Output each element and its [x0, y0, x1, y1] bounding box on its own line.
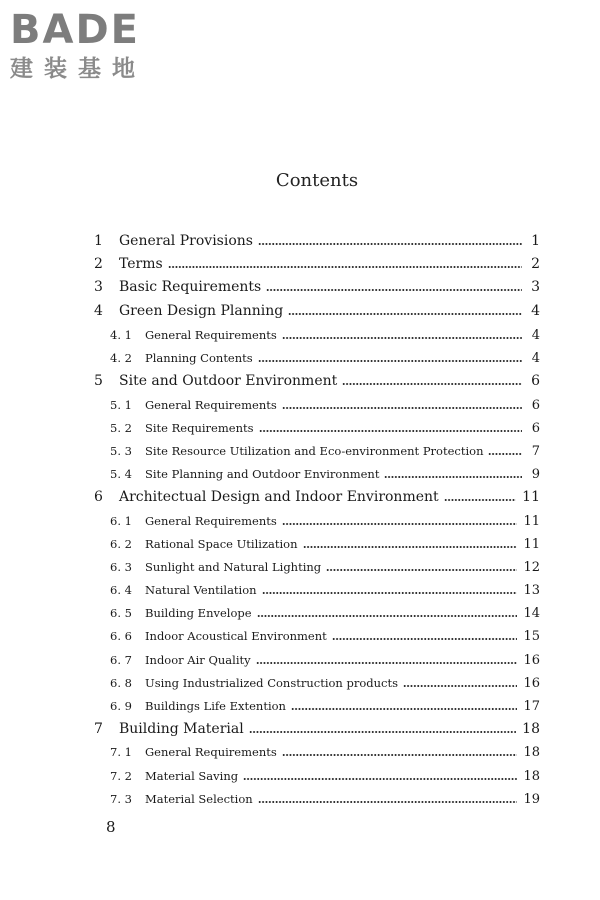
toc-dot-leader	[243, 778, 517, 780]
toc-dot-leader	[257, 615, 518, 617]
toc-entry-number: 5. 4	[110, 467, 132, 481]
toc-entry-label: General Requirements	[145, 745, 277, 759]
toc-entry-page: 6	[531, 373, 540, 389]
toc-entry-label: Material Selection	[145, 792, 253, 806]
logo-chinese-text: 建装基地	[10, 56, 146, 82]
toc-entry-number: 5. 1	[110, 398, 132, 412]
toc-entry-page: 16	[523, 675, 540, 691]
toc-entry-label: Site Planning and Outdoor Environment	[145, 467, 380, 481]
toc-entry-page: 2	[531, 256, 540, 272]
toc-dot-leader	[258, 801, 518, 803]
toc-dot-leader	[342, 383, 522, 385]
page-number: 8	[106, 818, 116, 836]
toc-entry-label: General Requirements	[145, 514, 277, 528]
toc-entry-label: Site Requirements	[145, 421, 254, 435]
toc-entry-page: 17	[523, 698, 540, 714]
toc-dot-leader	[303, 546, 518, 548]
toc-entry-label: Buildings Life Extention	[145, 699, 286, 713]
toc-entry-page: 9	[531, 466, 540, 482]
toc-entry[interactable]	[94, 231, 540, 251]
toc-dot-leader	[488, 453, 522, 455]
toc-dot-leader	[258, 243, 522, 245]
toc-dot-leader	[282, 407, 522, 409]
toc-entry[interactable]	[110, 766, 540, 786]
toc-entry[interactable]	[110, 673, 540, 693]
toc-entry[interactable]	[94, 254, 540, 274]
toc-entry[interactable]	[110, 580, 540, 600]
toc-entry-page: 18	[522, 721, 540, 737]
toc-dot-leader	[282, 523, 518, 525]
toc-entry-page: 18	[523, 768, 540, 784]
toc-entry-label: Site Resource Utilization and Eco-environment Protection	[145, 444, 484, 458]
toc-entry-number: 6	[94, 489, 103, 505]
toc-entry-label: General Provisions	[119, 233, 253, 249]
toc-dot-leader	[259, 430, 523, 432]
toc-dot-leader	[444, 499, 517, 501]
toc-entry-page: 7	[531, 443, 540, 459]
toc-entry[interactable]	[110, 603, 540, 623]
toc-entry-number: 6. 4	[110, 583, 132, 597]
toc-entry[interactable]	[110, 348, 540, 368]
toc-entry-number: 5. 3	[110, 444, 132, 458]
toc-entry-number: 6. 6	[110, 629, 132, 643]
toc-dot-leader	[403, 685, 517, 687]
toc-dot-leader	[266, 289, 522, 291]
toc-entry-label: Sunlight and Natural Lighting	[145, 560, 322, 574]
toc-dot-leader	[384, 476, 522, 478]
toc-entry-number: 3	[94, 279, 103, 295]
toc-entry[interactable]	[110, 742, 540, 762]
toc-entry-label: Site and Outdoor Environment	[119, 373, 338, 389]
toc-entry[interactable]	[110, 650, 540, 670]
toc-dot-leader	[291, 708, 517, 710]
toc-entry[interactable]	[110, 325, 540, 345]
toc-entry-number: 2	[94, 256, 103, 272]
toc-entry-page: 4	[531, 303, 540, 319]
toc-dot-leader	[249, 731, 516, 733]
toc-entry-number: 7. 3	[110, 792, 132, 806]
toc-entry[interactable]	[110, 557, 540, 577]
toc-entry-label: Terms	[119, 256, 163, 272]
toc-entry-page: 11	[523, 536, 540, 552]
toc-entry[interactable]	[110, 534, 540, 554]
toc-entry-number: 6. 1	[110, 514, 132, 528]
toc-entry-page: 13	[523, 582, 540, 598]
toc-entry[interactable]	[94, 371, 540, 391]
toc-entry-page: 4	[531, 350, 540, 366]
toc-entry-page: 16	[523, 652, 540, 668]
toc-dot-leader	[282, 754, 518, 756]
toc-entry-page: 6	[531, 420, 540, 436]
toc-entry-label: Indoor Acoustical Environment	[145, 629, 327, 643]
toc-entry-label: Indoor Air Quality	[145, 653, 251, 667]
toc-entry-label: Using Industrialized Construction products	[145, 676, 398, 690]
toc-entry-label: Material Saving	[145, 769, 239, 783]
toc-entry-page: 12	[523, 559, 540, 575]
toc-entry-page: 14	[523, 605, 540, 621]
toc-entry[interactable]	[110, 464, 540, 484]
bade-logo	[10, 8, 146, 82]
toc-dot-leader	[282, 337, 522, 339]
toc-entry-label: Green Design Planning	[119, 303, 284, 319]
toc-entry-page: 4	[531, 327, 540, 343]
toc-entry[interactable]	[110, 395, 540, 415]
toc-entry-page: 11	[523, 513, 540, 529]
toc-entry[interactable]	[94, 301, 540, 321]
toc-entry[interactable]	[94, 719, 540, 739]
toc-entry-number: 5	[94, 373, 103, 389]
contents-title: Contents	[275, 170, 359, 191]
toc-entry-label: Building Material	[119, 721, 244, 737]
toc-entry-number: 7. 2	[110, 769, 132, 783]
toc-entry[interactable]	[110, 441, 540, 461]
toc-entry-number: 6. 3	[110, 560, 132, 574]
toc-entry-number: 6. 2	[110, 537, 132, 551]
toc-entry-number: 6. 8	[110, 676, 132, 690]
toc-entry[interactable]	[110, 418, 540, 438]
toc-entry-page: 11	[522, 489, 540, 505]
toc-entry-label: Architectual Design and Indoor Environment	[119, 489, 439, 505]
toc-entry-label: General Requirements	[145, 328, 277, 342]
toc-entry-number: 7. 1	[110, 745, 132, 759]
toc-entry-label: Natural Ventilation	[145, 583, 257, 597]
toc-entry-number: 4. 1	[110, 328, 132, 342]
toc-dot-leader	[258, 360, 522, 362]
toc-entry[interactable]	[110, 511, 540, 531]
logo-wordmark: BADE	[10, 7, 140, 53]
toc-entry[interactable]	[94, 277, 540, 297]
toc-entry-label: Basic Requirements	[119, 279, 262, 295]
toc-entry-number: 4	[94, 303, 103, 319]
toc-dot-leader	[288, 313, 522, 315]
toc-entry-label: Planning Contents	[145, 351, 253, 365]
toc-entry-page: 6	[531, 397, 540, 413]
toc-entry[interactable]	[94, 487, 540, 507]
toc-entry-label: Rational Space Utilization	[145, 537, 298, 551]
toc-entry-number: 7	[94, 721, 103, 737]
toc-dot-leader	[168, 266, 522, 268]
toc-dot-leader	[332, 638, 518, 640]
toc-entry-number: 6. 9	[110, 699, 132, 713]
toc-entry-number: 4. 2	[110, 351, 132, 365]
toc-entry[interactable]	[110, 696, 540, 716]
toc-entry-page: 3	[531, 279, 540, 295]
toc-entry[interactable]	[110, 626, 540, 646]
toc-entry-label: Building Envelope	[145, 606, 252, 620]
toc-entry-page: 18	[523, 744, 540, 760]
toc-entry-page: 19	[523, 791, 540, 807]
toc-entry-number: 6. 5	[110, 606, 132, 620]
toc-dot-leader	[256, 662, 518, 664]
toc-entry[interactable]	[110, 789, 540, 809]
toc-entry-page: 15	[523, 628, 540, 644]
toc-entry-number: 5. 2	[110, 421, 132, 435]
toc-entry-number: 1	[94, 233, 103, 249]
toc-entry-page: 1	[531, 233, 540, 249]
toc-entry-number: 6. 7	[110, 653, 132, 667]
toc-dot-leader	[326, 569, 517, 571]
toc-dot-leader	[262, 592, 518, 594]
toc-entry-label: General Requirements	[145, 398, 277, 412]
